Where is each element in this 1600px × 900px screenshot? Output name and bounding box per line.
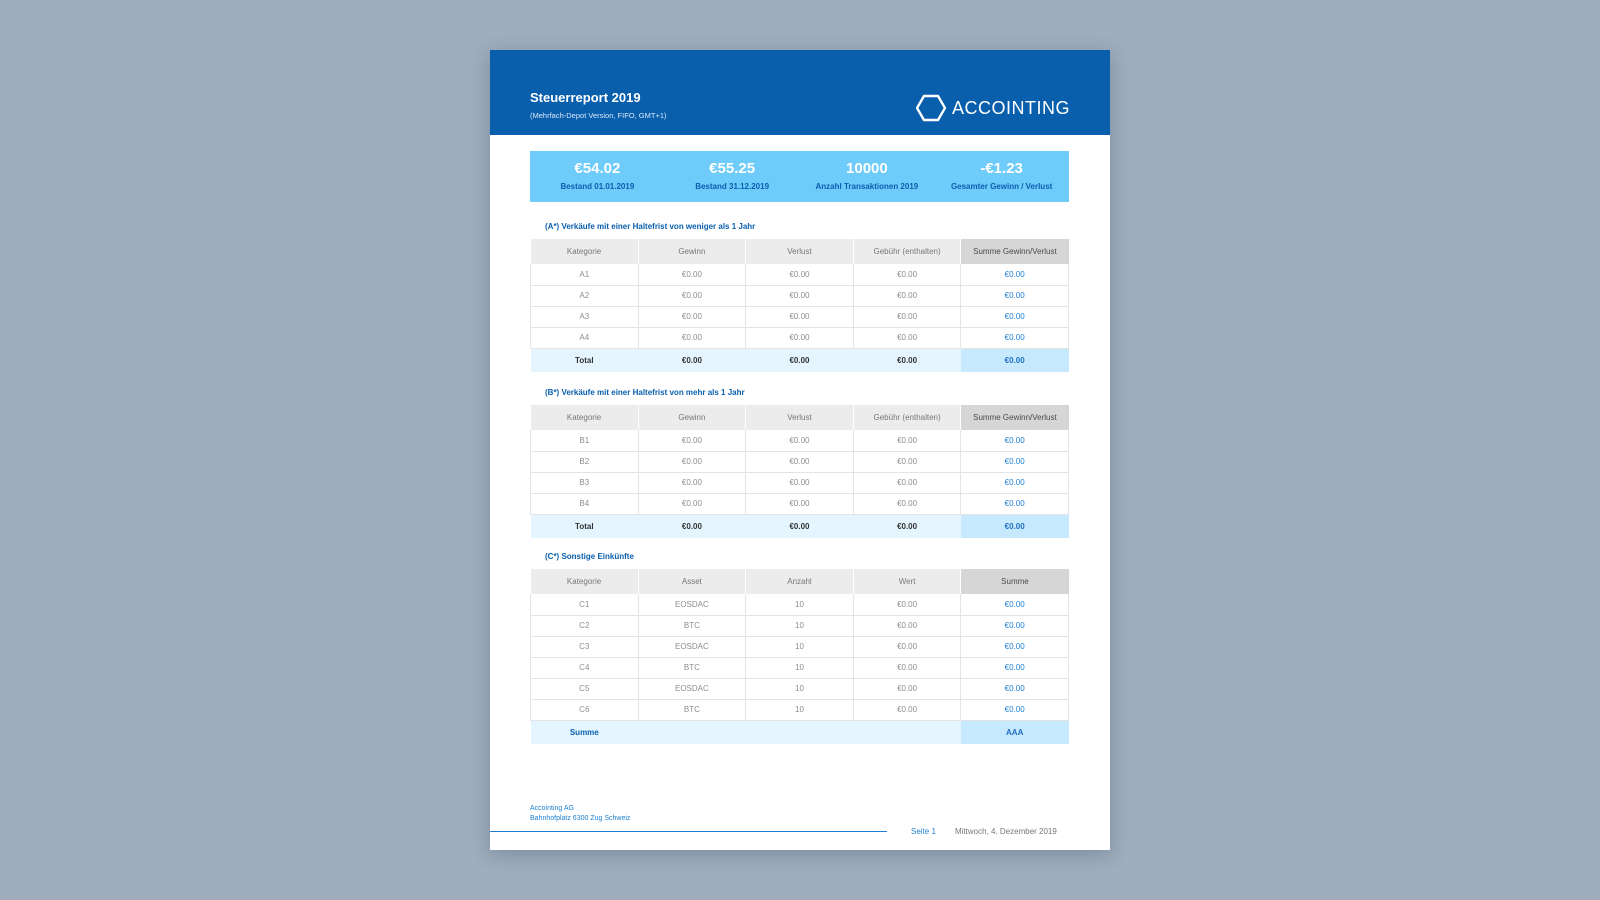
table-cell: €0.00 [746,493,854,514]
report-subtitle: (Mehrfach-Depot Version, FIFO, GMT+1) [530,111,667,120]
table-cell: BTC [638,657,746,678]
column-header: Verlust [746,239,854,264]
table-row [531,678,1069,699]
section-a-table [530,239,1069,372]
table-cell: BTC [638,615,746,636]
table-row [531,327,1069,348]
total-cell: €0.00 [853,348,961,372]
column-header: Gewinn [638,239,746,264]
table-cell: €0.00 [853,657,961,678]
total-sum-cell: €0.00 [961,348,1069,372]
table-header-row [531,405,1069,430]
table-cell: €0.00 [853,306,961,327]
footer-company-block [530,804,630,824]
section-a-title: (A*) Verkäufe mit einer Haltefrist von weniger als 1 Jahr [545,222,756,231]
column-header: Asset [638,569,746,594]
stat-value: €55.25 [709,160,756,177]
table-row [531,615,1069,636]
footer-date: Mittwoch, 4. Dezember 2019 [955,827,1057,836]
tax-report-page [490,50,1110,850]
total-cell: €0.00 [746,348,854,372]
table-cell: C6 [531,699,639,720]
section-c-table [530,569,1069,744]
table-cell: €0.00 [961,264,1069,285]
column-header: Summe [961,569,1069,594]
table-cell: BTC [638,699,746,720]
table-cell: €0.00 [853,472,961,493]
table-cell: €0.00 [961,699,1069,720]
table-cell: 10 [746,657,854,678]
table-cell: B1 [531,430,639,451]
table-cell: A1 [531,264,639,285]
table-cell: A3 [531,306,639,327]
table-row [531,636,1069,657]
total-row [531,348,1069,372]
total-label: Total [531,514,639,538]
table-cell: €0.00 [853,615,961,636]
table-cell: B3 [531,472,639,493]
table-cell: €0.00 [746,472,854,493]
table-cell: €0.00 [961,327,1069,348]
table-cell: €0.00 [853,678,961,699]
table-cell: €0.00 [961,430,1069,451]
column-header: Kategorie [531,239,639,264]
total-cell-empty [853,720,961,744]
table-cell: A4 [531,327,639,348]
table-cell: 10 [746,615,854,636]
table-cell: EOSDAC [638,678,746,699]
stat-value: 10000 [846,160,888,177]
column-header: Kategorie [531,405,639,430]
stat-transaction-count [800,151,935,202]
table-cell: €0.00 [746,327,854,348]
table-cell: €0.00 [961,493,1069,514]
table-cell: €0.00 [638,493,746,514]
table-cell: €0.00 [746,430,854,451]
table-row [531,430,1069,451]
total-sum-cell: €0.00 [961,514,1069,538]
table-row [531,306,1069,327]
total-cell-empty [746,720,854,744]
table-cell: C4 [531,657,639,678]
column-header: Gewinn [638,405,746,430]
table-cell: €0.00 [853,451,961,472]
total-sum-cell: AAA [961,720,1069,744]
accointing-logo [916,94,1070,122]
total-label: Summe [531,720,639,744]
total-cell: €0.00 [638,514,746,538]
column-header: Summe Gewinn/Verlust [961,405,1069,430]
table-cell: €0.00 [853,327,961,348]
table-cell: €0.00 [961,594,1069,615]
table-cell: A2 [531,285,639,306]
footer-address: Bahnhofplatz 6300 Zug Schweiz [530,815,631,822]
table-cell: €0.00 [961,306,1069,327]
total-row [531,720,1069,744]
table-cell: €0.00 [638,430,746,451]
footer-company-name: Accointing AG [530,805,574,812]
table-header-row [531,569,1069,594]
logo-text: ACCOINTING [951,97,1070,118]
column-header: Kategorie [531,569,639,594]
table-row [531,285,1069,306]
table-cell: €0.00 [746,451,854,472]
column-header: Anzahl [746,569,854,594]
table-row [531,451,1069,472]
report-title: Steuerreport 2019 [530,90,641,105]
table-cell: €0.00 [746,264,854,285]
table-row [531,657,1069,678]
table-cell: C3 [531,636,639,657]
table-cell: B4 [531,493,639,514]
table-cell: €0.00 [746,285,854,306]
stat-label: Gesamter Gewinn / Verlust [950,182,1053,191]
table-cell: C2 [531,615,639,636]
stat-label: Bestand 01.01.2019 [560,182,635,191]
table-cell: €0.00 [961,472,1069,493]
column-header: Gebühr (enthalten) [853,405,961,430]
column-header: Wert [853,569,961,594]
table-cell: 10 [746,699,854,720]
table-row [531,264,1069,285]
summary-stats-bar [530,151,1069,202]
table-row [531,493,1069,514]
total-row [531,514,1069,538]
table-cell: EOSDAC [638,636,746,657]
table-cell: C5 [531,678,639,699]
table-cell: €0.00 [638,472,746,493]
column-header: Summe Gewinn/Verlust [961,239,1069,264]
table-header-row [531,239,1069,264]
table-cell: €0.00 [853,430,961,451]
table-cell: €0.00 [961,636,1069,657]
table-cell: 10 [746,678,854,699]
table-cell: €0.00 [853,699,961,720]
table-cell: €0.00 [961,657,1069,678]
stat-value: €54.02 [574,160,621,177]
table-cell: €0.00 [638,327,746,348]
table-cell: €0.00 [961,285,1069,306]
stat-label: Anzahl Transaktionen 2019 [815,182,919,191]
total-cell: €0.00 [853,514,961,538]
table-cell: €0.00 [638,451,746,472]
stat-value: -€1.23 [980,160,1023,177]
section-c-title: (C*) Sonstige Einkünfte [545,552,634,561]
table-cell: €0.00 [853,264,961,285]
total-cell: €0.00 [638,348,746,372]
table-cell: €0.00 [961,678,1069,699]
table-cell: €0.00 [853,493,961,514]
table-cell: 10 [746,636,854,657]
table-cell: €0.00 [853,594,961,615]
total-label: Total [531,348,639,372]
column-header: Gebühr (enthalten) [853,239,961,264]
stat-label: Bestand 31.12.2019 [695,182,770,191]
table-cell: €0.00 [961,615,1069,636]
footer-divider [490,831,887,832]
table-cell: €0.00 [638,285,746,306]
total-cell: €0.00 [746,514,854,538]
table-cell: €0.00 [638,264,746,285]
table-row [531,699,1069,720]
total-cell-empty [638,720,746,744]
table-row [531,594,1069,615]
table-cell: €0.00 [638,306,746,327]
hexagon-logo-icon [916,94,946,122]
table-cell: EOSDAC [638,594,746,615]
table-cell: €0.00 [853,636,961,657]
table-cell: 10 [746,594,854,615]
section-b-table [530,405,1069,538]
table-row [531,472,1069,493]
table-cell: B2 [531,451,639,472]
table-cell: €0.00 [853,285,961,306]
column-header: Verlust [746,405,854,430]
stat-closing-balance [665,151,800,202]
stat-total-gain-loss [934,151,1069,202]
stat-opening-balance [530,151,665,202]
report-header [490,50,1110,135]
table-cell: €0.00 [746,306,854,327]
section-b-title: (B*) Verkäufe mit einer Haltefrist von mehr als 1 Jahr [545,388,745,397]
table-cell: C1 [531,594,639,615]
footer-page-number: Seite 1 [911,827,936,836]
table-cell: €0.00 [961,451,1069,472]
